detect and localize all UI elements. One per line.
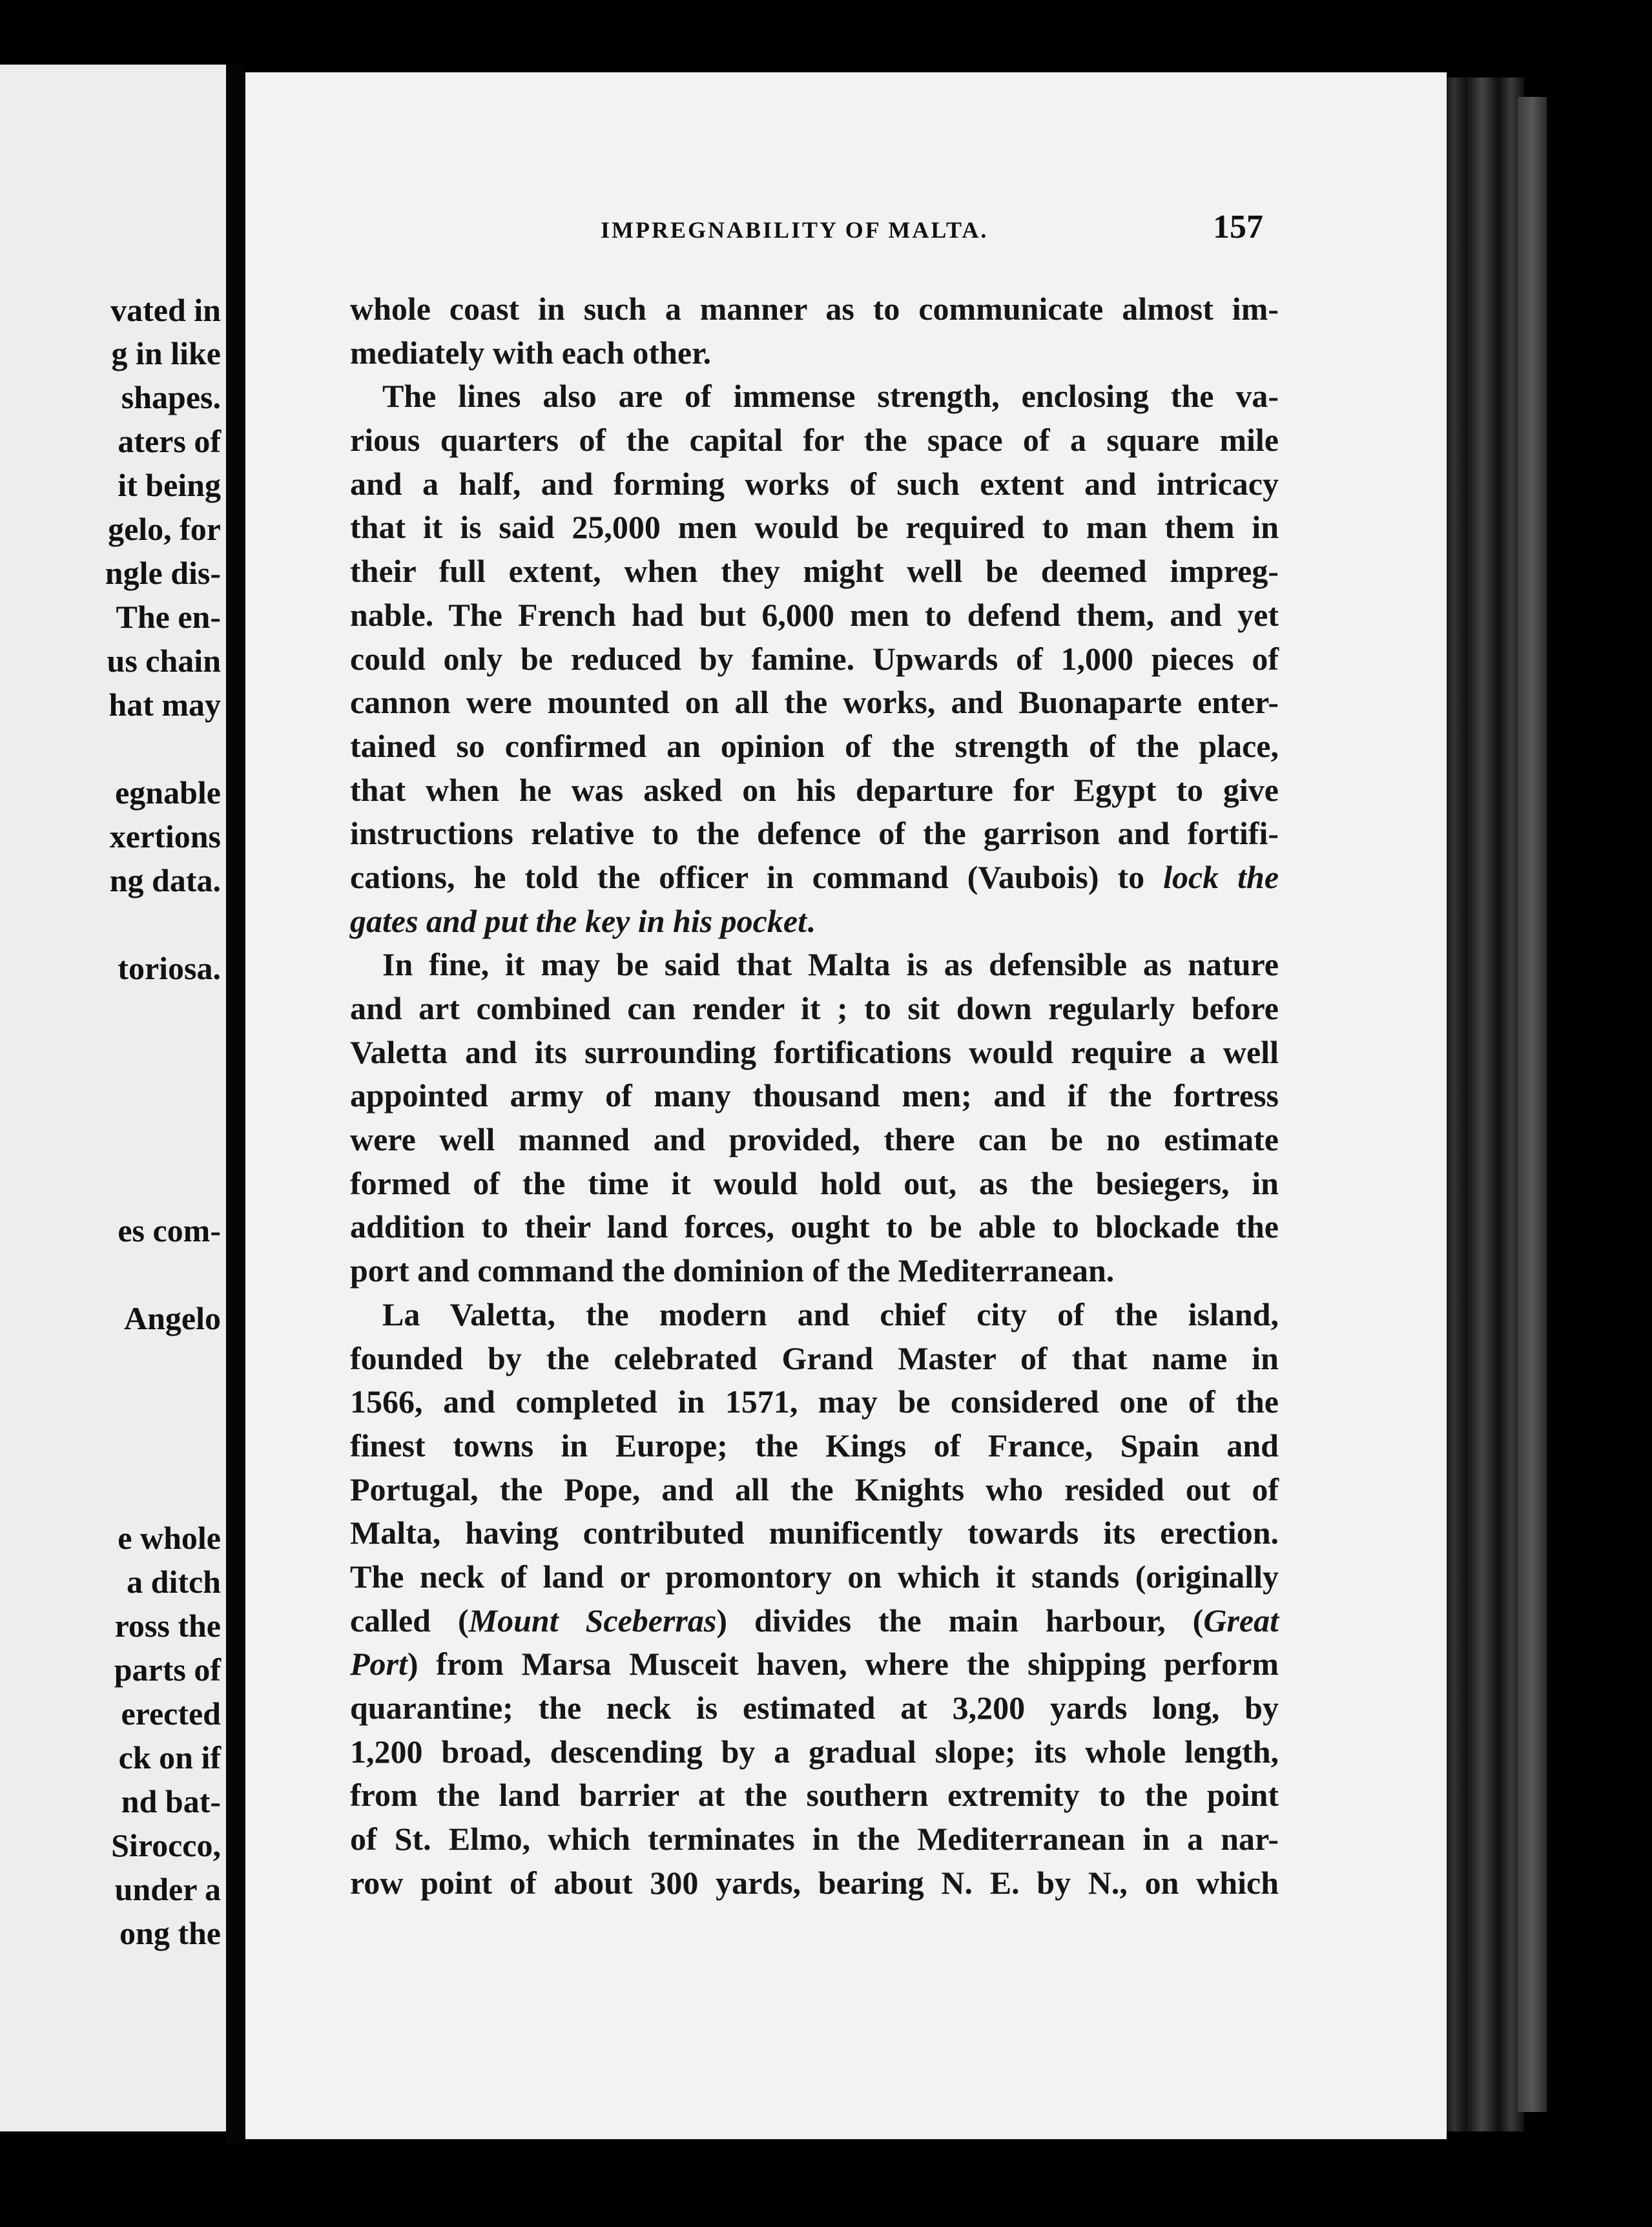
text-line [350, 506, 1279, 550]
text-line [350, 550, 1279, 594]
previous-page-line: it being [118, 467, 221, 503]
text-line [350, 375, 1279, 419]
text-segment: nable. The French had but 6,000 men to defend them, and yet [350, 596, 1279, 633]
text-segment: quarantine; the neck is estimated at 3,200 yards long, by [350, 1690, 1279, 1726]
text-line [350, 987, 1279, 1031]
text-line [350, 1205, 1279, 1249]
previous-page-line: es com- [118, 1212, 221, 1248]
text-line [350, 1686, 1279, 1730]
text-segment: that when he was asked on his departure for Egypt to give [350, 771, 1279, 808]
text-segment: La Valetta, the modern and chief city of the island, [382, 1296, 1279, 1332]
text-line [350, 1074, 1279, 1118]
text-segment: of St. Elmo, which terminates in the Mediterranean in a nar- [350, 1821, 1279, 1858]
italic-text: Port [350, 1646, 408, 1683]
text-segment: The neck of land or promontory on which it stands (originally [350, 1558, 1279, 1595]
text-line: called (Mount Sceberras) divides the main harbour, (Great [350, 1602, 1279, 1639]
text-segment: that it is said 25,000 men would be required to man them in [350, 509, 1279, 546]
previous-page-line: erected [121, 1695, 221, 1732]
text-line [350, 769, 1279, 813]
previous-page-line: g in like [111, 335, 221, 371]
text-line [350, 681, 1279, 725]
text-segment: called [350, 1602, 431, 1639]
text-segment: In fine, it may be said that Malta is as defensible as nature [382, 946, 1279, 983]
text-line [350, 1468, 1279, 1512]
text-line [350, 1162, 1279, 1206]
text-segment: cations, he told the officer in command (Vaubois) to [350, 858, 1145, 895]
text-line [350, 856, 1279, 900]
text-line [350, 1118, 1279, 1162]
text-segment: their full extent, when they might well be deemed impreg- [350, 553, 1279, 590]
book-cover-edge [1518, 97, 1547, 2112]
text-line [350, 1031, 1279, 1075]
text-line [350, 1424, 1279, 1468]
text-segment: The lines also are of immense strength, enclosing the va- [382, 378, 1279, 415]
previous-page-line: us chain [107, 643, 221, 679]
text-segment: Malta, having contributed munificently towards its erection. [350, 1515, 1279, 1551]
text-segment: . [806, 902, 815, 939]
previous-page-line: parts of [114, 1652, 221, 1688]
text-line [350, 419, 1279, 462]
previous-page-line: shapes. [121, 379, 221, 415]
previous-page-line: ck on if [118, 1739, 221, 1776]
text-line [350, 1642, 1279, 1686]
text-segment: rious quarters of the capital for the space of a square mile [350, 422, 1279, 459]
text-line [350, 1818, 1279, 1861]
text-line [350, 1337, 1279, 1381]
text-segment: cannon were mounted on all the works, and Buonaparte enter- [350, 684, 1279, 721]
running-head: IMPREGNABILITY OF MALTA. [601, 217, 989, 243]
previous-page-line: xertions [109, 818, 221, 855]
text-line [350, 812, 1279, 856]
italic-text: Great [1203, 1602, 1279, 1639]
previous-page-line: aters of [118, 423, 221, 459]
text-segment: tained so confirmed an opinion of the strength of the place, [350, 727, 1279, 764]
text-segment: and art combined can render it ; to sit down regularly before [350, 990, 1279, 1026]
previous-page-line: ngle dis- [105, 555, 221, 591]
previous-page-line: egnable [115, 774, 221, 811]
text-segment: 1566, and completed in 1571, may be considered one of the [350, 1383, 1279, 1420]
text-segment: addition to their land forces, ought to be able to blockade the [350, 1208, 1279, 1245]
text-line [350, 637, 1279, 681]
previous-page-line: a ditch [127, 1564, 221, 1600]
text-segment: ) from Marsa Musceit haven, where the shipping perform [407, 1646, 1279, 1683]
text-line [350, 1380, 1279, 1424]
previous-page-line: The en- [116, 599, 221, 635]
text-line [350, 1861, 1279, 1905]
page-number: 157 [1213, 209, 1263, 245]
text-line [350, 1730, 1279, 1774]
text-segment: Valetta and its surrounding fortifications would require a well [350, 1033, 1279, 1070]
text-line [350, 1511, 1279, 1555]
page-body-text [350, 287, 1279, 1905]
text-line [350, 1293, 1279, 1337]
text-line [350, 1555, 1279, 1599]
previous-page-line: Sirocco, [111, 1827, 221, 1863]
text-line [350, 594, 1279, 637]
previous-page-line: nd bat- [121, 1783, 221, 1819]
text-segment: mediately with each other. [350, 334, 712, 371]
text-segment: whole coast in such a manner as to communicate almost im- [350, 291, 1279, 327]
italic-text: Mount Sceberras [468, 1602, 717, 1639]
text-line [350, 462, 1279, 506]
text-line [350, 287, 1279, 331]
text-segment: and a half, and forming works of such extent and intricacy [350, 465, 1279, 502]
text-segment: row point of about 300 yards, bearing N. E. by N., on which [350, 1864, 1279, 1901]
text-line [350, 331, 1279, 375]
previous-page-line: hat may [108, 687, 221, 723]
previous-page-line: vated in [110, 292, 221, 328]
text-segment: finest towns in Europe; the Kings of France, Spain and [350, 1427, 1279, 1464]
text-segment: formed of the time it would hold out, as the besiegers, in [350, 1165, 1279, 1201]
text-segment: instructions relative to the defence of the garrison and fortifi- [350, 815, 1279, 852]
text-segment: from the land barrier at the southern extremity to the point [350, 1777, 1279, 1814]
text-line [350, 943, 1279, 987]
previous-page-line: ng data. [109, 862, 221, 898]
page-edges [1447, 78, 1524, 2131]
text-line [350, 900, 1279, 944]
previous-page-line: gelo, for [108, 511, 221, 547]
previous-page-fragment [0, 65, 230, 2131]
text-segment: founded by the celebrated Grand Master of that name in [350, 1340, 1279, 1376]
previous-page-line: under a [114, 1871, 221, 1907]
italic-text: lock the [1163, 858, 1279, 895]
text-line [350, 725, 1279, 769]
book-gutter [226, 65, 245, 2144]
text-segment: appointed army of many thousand men; and if the fortress [350, 1077, 1279, 1114]
previous-page-line: ong the [119, 1915, 221, 1951]
text-segment: were well manned and provided, there can be no estimate [350, 1121, 1279, 1158]
previous-page-line: toriosa. [118, 950, 221, 986]
text-segment: could only be reduced by famine. Upwards of 1,000 pieces of [350, 640, 1279, 677]
italic-text: gates and put the key in his pocket [350, 902, 807, 939]
text-segment: Portugal, the Pope, and all the Knights who resided out of [350, 1471, 1279, 1507]
text-line [350, 1774, 1279, 1818]
text-line [350, 1249, 1279, 1293]
previous-page-line: Angelo [124, 1300, 221, 1336]
text-segment: 1,200 broad, descending by a gradual slope; its whole length, [350, 1733, 1279, 1770]
text-segment: port and command the dominion of the Mediterranean. [350, 1252, 1115, 1289]
previous-page-line: e whole [118, 1520, 221, 1556]
previous-page-line: ross the [114, 1608, 221, 1644]
text-segment: ) divides the main harbour, ( [716, 1602, 1204, 1639]
